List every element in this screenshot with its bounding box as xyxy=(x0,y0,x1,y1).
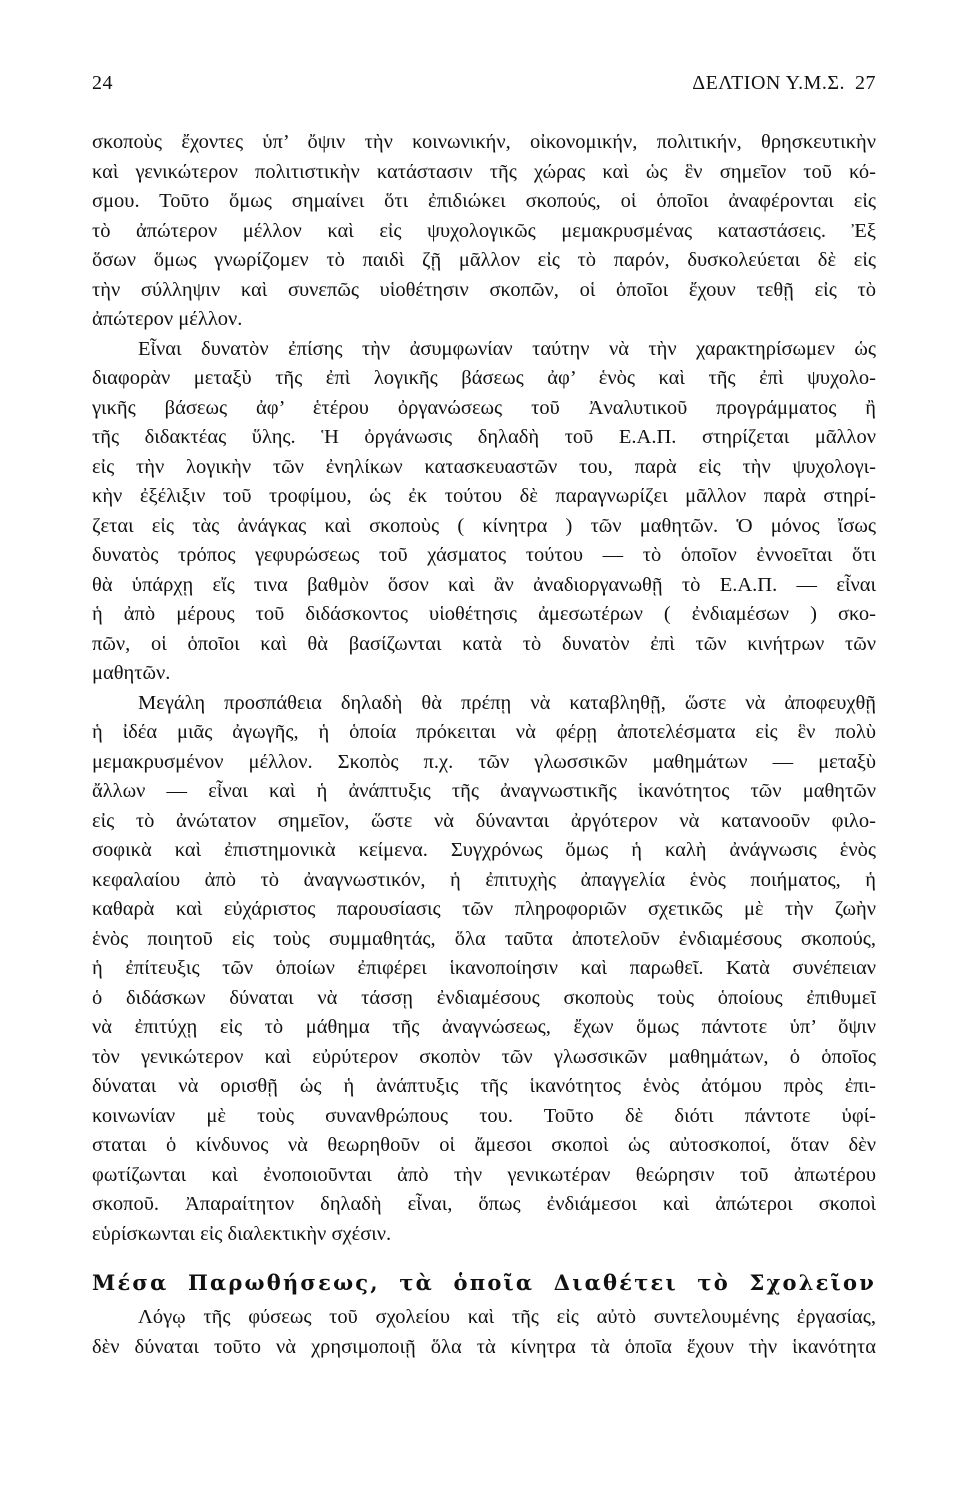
text-line: ὅσων ὅμως γνωρίζομεν τὸ παιδὶ ζῇ μᾶλλον εἰς τὸ παρόν, δυσκολεύεται δὲ εἰς xyxy=(92,249,876,271)
section-heading: Μέσα Παρωθήσεως, τὰ ὁποῖα Διαθέτει τὸ Σχολεῖον xyxy=(92,1270,876,1295)
text-line: κεφαλαίου ἀπὸ τὸ ἀναγνωστικόν, ἡ ἐπιτυχὴς ἀπαγγελία ἑνὸς ποιήματος, ἡ xyxy=(92,868,876,891)
paragraph-3 xyxy=(92,689,876,1250)
text-line: κὴν ἐξέλιξιν τοῦ τροφίμου, ὡς ἐκ τούτου δὲ παραγνωρίζει μᾶλλον παρὰ στηρί- xyxy=(92,485,876,507)
paragraph-1 xyxy=(92,128,876,335)
text-line: σταται ὁ κίνδυνος νὰ θεωρηθοῦν οἱ ἄμεσοι σκοποὶ ὡς αὐτοσκοποί, ὅταν δὲν xyxy=(92,1134,876,1156)
page-header xyxy=(92,72,876,95)
text-line: ἡ ἀπὸ μέρους τοῦ διδάσκοντος υἱοθέτησις ἀμεσωτέρων ( ἐνδιαμέσων ) σκο- xyxy=(92,603,876,625)
text-line: ἡ ἐπίτευξις τῶν ὁποίων ἐπιφέρει ἱκανοποίησιν καὶ παρωθεῖ. Κατὰ συνέπειαν xyxy=(92,957,876,979)
text-line: δύναται νὰ ορισθῇ ὡς ἡ ἀνάπτυξις τῆς ἱκανότητος ἑνὸς ἀτόμου πρὸς ἐπι- xyxy=(92,1075,876,1097)
text-line: τῆς διδακτέας ὕλης. Ἡ ὀργάνωσις δηλαδὴ τοῦ Ε.Α.Π. στηρίζεται μᾶλλον xyxy=(92,426,876,448)
text-line: τὸν γενικώτερον καὶ εὐρύτερον σκοπὸν τῶν γλωσσικῶν μαθημάτων, ὁ ὁποῖος xyxy=(92,1045,876,1068)
text-line: φωτίζωνται καὶ ἐνοποιοῦνται ἀπὸ τὴν γενικωτέραν θεώρησιν τοῦ ἀπωτέρου xyxy=(92,1163,876,1186)
page-number: 24 xyxy=(92,72,113,94)
text-line: Μεγάλη προσπάθεια δηλαδὴ θὰ πρέπῃ νὰ καταβληθῇ, ὥστε νὰ ἀποφευχθῇ xyxy=(138,691,876,714)
text-line: καὶ γενικώτερον πολιτιστικὴν κατάστασιν τῆς χώρας καὶ ὡς ἓν σημεῖον τοῦ κό- xyxy=(92,160,876,183)
text-line: εὑρίσκωνται εἰς διαλεκτικὴν σχέσιν. xyxy=(92,1222,392,1245)
text-line: τὴν σύλληψιν καὶ συνεπῶς υἱοθέτησιν σκοπῶν, οἱ ὁποῖοι ἔχουν τεθῇ εἰς τὸ xyxy=(92,278,876,301)
text-line: κοινωνίαν μὲ τοὺς συνανθρώπους του. Τοῦτο δὲ διότι πάντοτε ὑφί- xyxy=(92,1104,876,1127)
paragraph-2 xyxy=(92,335,876,689)
section-gap xyxy=(92,1249,876,1263)
text-line: εἰς τὴν λογικὴν τῶν ἐνηλίκων κατασκευαστῶν του, παρὰ εἰς τὴν ψυχολογι- xyxy=(92,455,876,478)
text-line: διαφορὰν μεταξὺ τῆς ἐπὶ λογικῆς βάσεως ἀφ’ ἑνὸς καὶ τῆς ἐπὶ ψυχολο- xyxy=(92,367,876,389)
body-text xyxy=(92,128,876,1362)
running-head xyxy=(692,72,876,95)
text-line: Εἶναι δυνατὸν ἐπίσης τὴν ἀσυμφωνίαν ταύτην νὰ τὴν χαρακτηρίσωμεν ὡς xyxy=(138,337,876,360)
text-line: σκοποῦ. Ἀπαραίτητον δηλαδὴ εἶναι, ὅπως ἐνδιάμεσοι καὶ ἀπώτεροι σκοποὶ xyxy=(92,1193,876,1215)
text-line: ἀπώτερον μέλλον. xyxy=(92,308,243,330)
issue-number: 27 xyxy=(855,72,876,94)
journal-title: ΔΕΛΤΙΟΝ Υ.Μ.Σ. xyxy=(692,72,845,94)
text-line: σκοποὺς ἔχοντες ὑπ’ ὄψιν τὴν κοινωνικήν, οἰκονομικήν, πολιτικήν, θρησκευτικὴν xyxy=(92,131,876,153)
text-line: ἡ ἰδέα μιᾶς ἀγωγῆς, ἡ ὁποία πρόκειται νὰ φέρῃ ἀποτελέσματα εἰς ἓν πολὺ xyxy=(92,721,876,743)
text-line: καθαρὰ καὶ εὐχάριστος παρουσίασις τῶν πληροφοριῶν σχετικῶς μὲ τὴν ζωὴν xyxy=(92,898,876,920)
text-line: ὁ διδάσκων δύναται νὰ τάσσῃ ἐνδιαμέσους σκοποὺς τοὺς ὁποίους ἐπιθυμεῖ xyxy=(92,986,876,1009)
paragraph-4 xyxy=(92,1303,876,1362)
text-line: πῶν, οἱ ὁποῖοι καὶ θὰ βασίζωνται κατὰ τὸ δυνατὸν ἐπὶ τῶν κινήτρων τῶν xyxy=(92,632,876,655)
text-line: σμου. Τοῦτο ὅμως σημαίνει ὅτι ἐπιδιώκει σκοπούς, οἱ ὁποῖοι ἀναφέρονται εἰς xyxy=(92,190,876,212)
text-line: νὰ ἐπιτύχῃ εἰς τὸ μάθημα τῆς ἀναγνώσεως, ἔχων ὅμως πάντοτε ὑπ’ ὄψιν xyxy=(92,1016,876,1038)
text-line: μεμακρυσμένον μέλλον. Σκοπὸς π.χ. τῶν γλωσσικῶν μαθημάτων — μεταξὺ xyxy=(92,750,876,773)
text-line: ζεται εἰς τὰς ἀνάγκας καὶ σκοποὺς ( κίνητρα ) τῶν μαθητῶν. Ὁ μόνος ἴσως xyxy=(92,514,876,537)
text-line: ἄλλων — εἶναι καὶ ἡ ἀνάπτυξις τῆς ἀναγνωστικῆς ἱκανότητος τῶν μαθητῶν xyxy=(92,780,876,802)
text-line: Λόγῳ τῆς φύσεως τοῦ σχολείου καὶ τῆς εἰς αὐτὸ συντελουμένης ἐργασίας, xyxy=(138,1306,876,1328)
text-line: θὰ ὑπάρχῃ εἴς τινα βαθμὸν ὅσον καὶ ἂν ἀναδιοργανωθῇ τὸ Ε.Α.Π. — εἶναι xyxy=(92,573,876,596)
text-line: σοφικὰ καὶ ἐπιστημονικὰ κείμενα. Συγχρόνως ὅμως ἡ καλὴ ἀνάγνωσις ἑνὸς xyxy=(92,839,876,861)
text-line: δὲν δύναται τοῦτο νὰ χρησιμοποιῇ ὅλα τὰ κίνητρα τὰ ὁποῖα ἔχουν τὴν ἱκανότητα xyxy=(92,1335,876,1358)
text-line: εἰς τὸ ἀνώτατον σημεῖον, ὥστε νὰ δύνανται ἀργότερον νὰ κατανοοῦν φιλο- xyxy=(92,809,876,832)
text-line: γικῆς βάσεως ἀφ’ ἑτέρου ὀργανώσεως τοῦ Ἀναλυτικοῦ προγράμματος ἢ xyxy=(92,396,876,419)
text-line: ἑνὸς ποιητοῦ εἰς τοὺς συμμαθητάς, ὅλα ταῦτα ἀποτελοῦν ἐνδιαμέσους σκοπούς, xyxy=(92,927,876,950)
text-line: δυνατὸς τρόπος γεφυρώσεως τοῦ χάσματος τούτου — τὸ ὁποῖον ἐννοεῖται ὅτι xyxy=(92,544,876,566)
text-line: τὸ ἀπώτερον μέλλον καὶ εἰς ψυχολογικῶς μεμακρυσμένας καταστάσεις. Ἐξ xyxy=(92,219,876,242)
text-line: μαθητῶν. xyxy=(92,662,171,684)
